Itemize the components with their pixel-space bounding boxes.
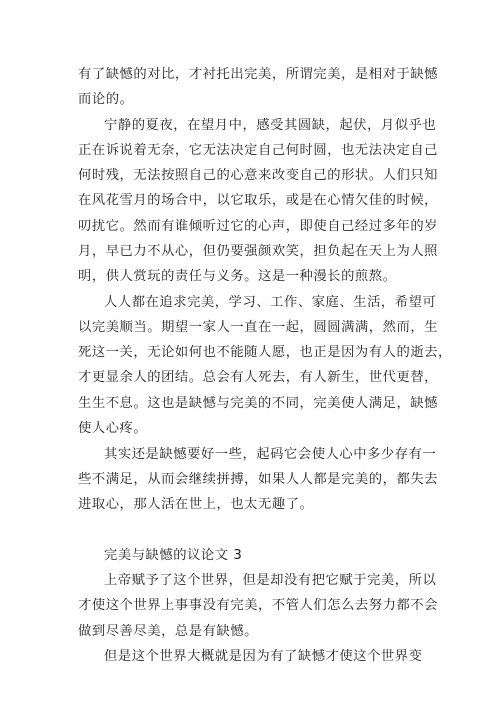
paragraph-first-line: 上帝赋予了这个世界，但是却没有把它赋于完美，所以 <box>104 573 437 588</box>
text-line: 而论的。 <box>78 92 134 107</box>
text-line: 月，早已力不从心，但仍要强颜欢笑，担负起在天上为人照 <box>78 244 439 259</box>
paragraph-first-line: 宁静的夏夜，在望月中，感受其圆缺，起伏，月似乎也 <box>104 118 437 133</box>
text-line: 有了缺憾的对比，才衬托出完美，所谓完美，是相对于缺憾 <box>78 67 439 82</box>
text-line: 叨扰它。然而有谁倾听过它的心声，即使自己经过多年的岁 <box>78 219 439 234</box>
text-line: 正在诉说着无奈，它无法决定自己何时圆，也无法决定自己 <box>78 143 439 158</box>
text-line: 何时残，无法按照自己的心意来改变自己的形状。人们只知 <box>78 168 439 183</box>
text-line: 做到尽善尽美，总是有缺憾。 <box>78 624 259 639</box>
text-line: 在风花雪月的场合中，以它取乐，或是在心情欠佳的时候， <box>78 193 439 208</box>
text-line: 才更显余人的团结。总会有人死去，有人新生，世代更替， <box>78 370 439 385</box>
paragraph-first-line: 其实还是缺憾要好一些，起码它会使人心中多少存有一 <box>104 447 437 462</box>
text-line: 明，供人赏玩的责任与义务。这是一种漫长的煎熬。 <box>78 269 397 284</box>
text-line: 才使这个世界上事事没有完美，不管人们怎么去努力都不会 <box>78 598 439 613</box>
text-line: 生生不息。这也是缺憾与完美的不同，完美使人满足，缺憾 <box>78 396 439 411</box>
section-heading: 完美与缺憾的议论文 3 <box>104 548 243 563</box>
text-line: 使人心疼。 <box>78 421 148 436</box>
paragraph-first-line: 但是这个世界大概就是因为有了缺憾才使这个世界变 <box>104 649 423 664</box>
text-line: 以完美顺当。期望一家人一直在一起，圆圆满满，然而，生 <box>78 320 439 335</box>
paragraph-first-line: 人人都在追求完美，学习、工作、家庭、生活，希望可 <box>104 295 437 310</box>
text-line: 些不满足，从而会继续拼搏，如果人人都是完美的，都失去 <box>78 472 439 487</box>
text-line: 进取心，那人活在世上，也太无趣了。 <box>78 497 314 512</box>
text-line: 死这一关，无论如何也不能随人愿，也正是因为有人的逝去， <box>78 345 452 360</box>
